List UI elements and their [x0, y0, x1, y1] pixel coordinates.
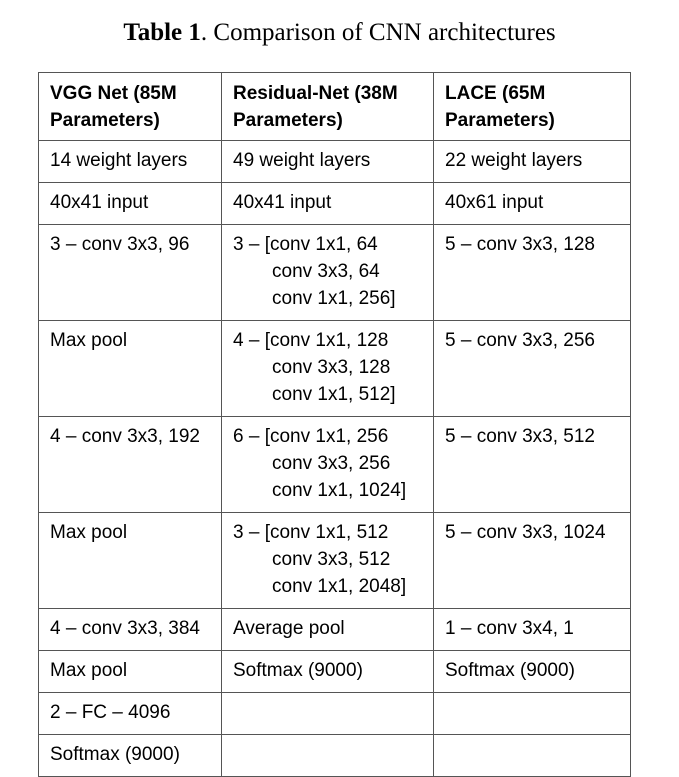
- table-cell-residual-net: [222, 735, 434, 777]
- table-cell-lace: [434, 141, 631, 183]
- table-cell-lace: [434, 225, 631, 321]
- table-row: [39, 609, 631, 651]
- table-cell-vgg-net: [39, 417, 222, 513]
- cell-line: 40x41 input: [233, 192, 332, 213]
- cell-line: 5 – conv 3x3, 128: [445, 234, 595, 255]
- cell-line: Max pool: [50, 330, 128, 351]
- table-row: [39, 513, 631, 609]
- cell-line: conv 3x3, 64: [272, 261, 380, 282]
- table-cell-vgg-net: [39, 141, 222, 183]
- cell-line: 4 – conv 3x3, 192: [50, 426, 200, 447]
- table-row: [39, 183, 631, 225]
- cell-line: conv 1x1, 2048]: [272, 576, 407, 597]
- header-lace: LACE (65M Parameters): [434, 73, 631, 141]
- table-cell-residual-net: [222, 183, 434, 225]
- cell-line: Max pool: [50, 522, 128, 543]
- table-caption-label: Table 1: [123, 19, 201, 46]
- table-cell-residual-net: [222, 651, 434, 693]
- table-cell-lace: [434, 513, 631, 609]
- table-cell-vgg-net: [39, 513, 222, 609]
- cell-line: 3 – [conv 1x1, 64: [233, 234, 378, 255]
- cell-line: conv 1x1, 1024]: [272, 480, 407, 501]
- table-cell-vgg-net: [39, 609, 222, 651]
- cell-line: 5 – conv 3x3, 256: [445, 330, 595, 351]
- table-caption: [0, 18, 679, 48]
- table-cell-residual-net: [222, 609, 434, 651]
- table-row: [39, 141, 631, 183]
- cell-line: 3 – [conv 1x1, 512: [233, 522, 389, 543]
- table-cell-residual-net: [222, 321, 434, 417]
- table-caption-text: . Comparison of CNN architectures: [200, 19, 556, 46]
- table-cell-lace: [434, 651, 631, 693]
- table-cell-lace: [434, 321, 631, 417]
- cell-line: 5 – conv 3x3, 1024: [445, 522, 606, 543]
- cell-line: Softmax (9000): [233, 660, 363, 681]
- cell-line: 4 – conv 3x3, 384: [50, 618, 200, 639]
- cnn-comparison-table: [38, 72, 631, 777]
- table-cell-vgg-net: [39, 225, 222, 321]
- cell-line: Average pool: [233, 618, 345, 639]
- cell-line: 1 – conv 3x4, 1: [445, 618, 574, 639]
- table-body: [39, 141, 631, 777]
- cell-line: 14 weight layers: [50, 150, 188, 171]
- header-vgg-net: VGG Net (85M Parameters): [39, 73, 222, 141]
- header-residual-net: Residual-Net (38M Parameters): [222, 73, 434, 141]
- cell-line: Softmax (9000): [445, 660, 575, 681]
- cell-line: 5 – conv 3x3, 512: [445, 426, 595, 447]
- cell-line: 22 weight layers: [445, 150, 583, 171]
- table-row: [39, 651, 631, 693]
- table-cell-lace: [434, 609, 631, 651]
- table-cell-residual-net: [222, 141, 434, 183]
- cell-line: 6 – [conv 1x1, 256: [233, 426, 389, 447]
- cell-line: 2 – FC – 4096: [50, 702, 171, 723]
- table-row: [39, 417, 631, 513]
- cell-line: Max pool: [50, 660, 128, 681]
- cell-line: 49 weight layers: [233, 150, 371, 171]
- cell-line: 40x61 input: [445, 192, 544, 213]
- table-cell-residual-net: [222, 513, 434, 609]
- cell-line: Softmax (9000): [50, 744, 180, 765]
- table-cell-lace: [434, 693, 631, 735]
- table-cell-vgg-net: [39, 735, 222, 777]
- cell-line: 3 – conv 3x3, 96: [50, 234, 190, 255]
- cell-line: conv 3x3, 128: [272, 357, 391, 378]
- cell-line: conv 3x3, 256: [272, 453, 391, 474]
- cell-line: conv 1x1, 256]: [272, 288, 396, 309]
- cell-line: 40x41 input: [50, 192, 149, 213]
- cell-line: conv 1x1, 512]: [272, 384, 396, 405]
- cell-line: conv 3x3, 512: [272, 549, 391, 570]
- table-cell-lace: [434, 183, 631, 225]
- table-cell-vgg-net: [39, 183, 222, 225]
- cell-line: 4 – [conv 1x1, 128: [233, 330, 389, 351]
- table-cell-lace: [434, 417, 631, 513]
- table-cell-residual-net: [222, 693, 434, 735]
- table-header-row: [39, 73, 631, 141]
- table-row: [39, 321, 631, 417]
- table-cell-lace: [434, 735, 631, 777]
- table-cell-residual-net: [222, 417, 434, 513]
- table-cell-residual-net: [222, 225, 434, 321]
- table-row: [39, 693, 631, 735]
- table-cell-vgg-net: [39, 693, 222, 735]
- table-cell-vgg-net: [39, 321, 222, 417]
- table-cell-vgg-net: [39, 651, 222, 693]
- table-row: [39, 225, 631, 321]
- table-row: [39, 735, 631, 777]
